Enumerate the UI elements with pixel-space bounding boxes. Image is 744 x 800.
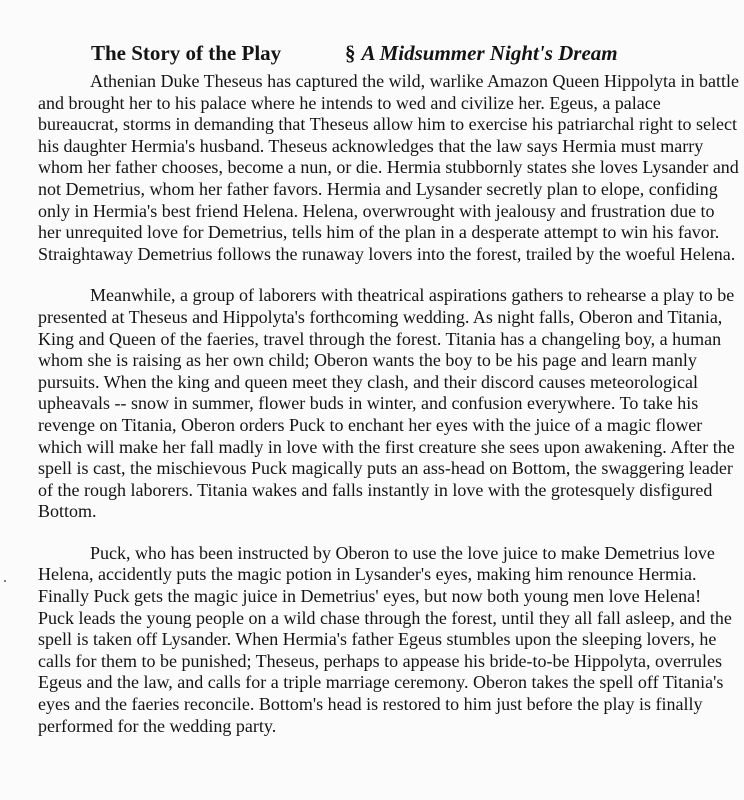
paragraph-1: Athenian Duke Theseus has captured the wild, warlike Amazon Queen Hippolyta in battle and brought her to his palace where he intends to wed and civilize her. Egeus, a palace bureaucrat, storms in demanding that Theseus allow him to exercise his patriarchal right to select his daughter Hermia's husband. Theseus acknowledges that the law says Hermia must marry whom her father chooses, become a nun, or die. Hermia stubbornly states she loves Lysander and not Demetrius, whom her father favors. Hermia and Lysander secretly plan to elope, confiding only in Hermia's best friend Helena. Helena, overwrought with jealousy and frustration due to her unrequited love for Demetrius, tells him of the plan in a desperate attempt to win his favor. Straightaway Demetrius follows the runaway lovers into the forest, trailed by the woeful Helena. [38,71,739,264]
play-subtitle [345,40,618,66]
play-name: A Midsummer Night's Dream [361,41,618,65]
paragraph-3: Puck, who has been instructed by Oberon to use the love juice to make Demetrius love Helena, accidently puts the magic potion in Lysander's eyes, making him renounce Hermia. Finally Puck gets the magic juice in Demetrius' eyes, but now both young men love Helena! Puck leads the young people on a wild chase through the forest, until they all fall asleep, and the spell is taken off Lysander. When Hermia's father Egeus stumbles upon the sleeping lovers, he calls for them to be punished; Theseus, perhaps to appease his bride-to-be Hippolyta, overrules Egeus and the law, and calls for a triple marriage ceremony. Oberon takes the spell off Titania's eyes and the faeries reconcile. Bottom's head is restored to him just before the play is finally performed for the wedding party. [38,542,732,736]
scan-speck [4,580,6,582]
story-title: The Story of the Play [91,41,282,65]
story-body [38,71,740,737]
paragraph-2: Meanwhile, a group of laborers with theatrical aspirations gathers to rehearse a play to be presented at Theseus and Hippolyta's forthcoming wedding. As night falls, Oberon and Titania, King and Queen of the faeries, travel through the forest. Titania has a changeling boy, a human whom she is raising as her own child; Oberon wants the boy to be his page and learn manly pursuits. When the king and queen meet they clash, and their discord causes meteorological upheavals -- snow in summer, flower buds in winter, and confusion everywhere. To take his revenge on Titania, Oberon orders Puck to enchant her eyes with the juice of a magic flower which will make her fall madly in love with the first creature she sees upon awakening. After the spell is cast, the mischievous Puck magically puts an ass-head on Bottom, the swaggering leader of the rough laborers. Titania wakes and falls instantly in love with the grotesquely disfigured Bottom. [38,285,735,522]
section-mark: § [345,41,356,65]
